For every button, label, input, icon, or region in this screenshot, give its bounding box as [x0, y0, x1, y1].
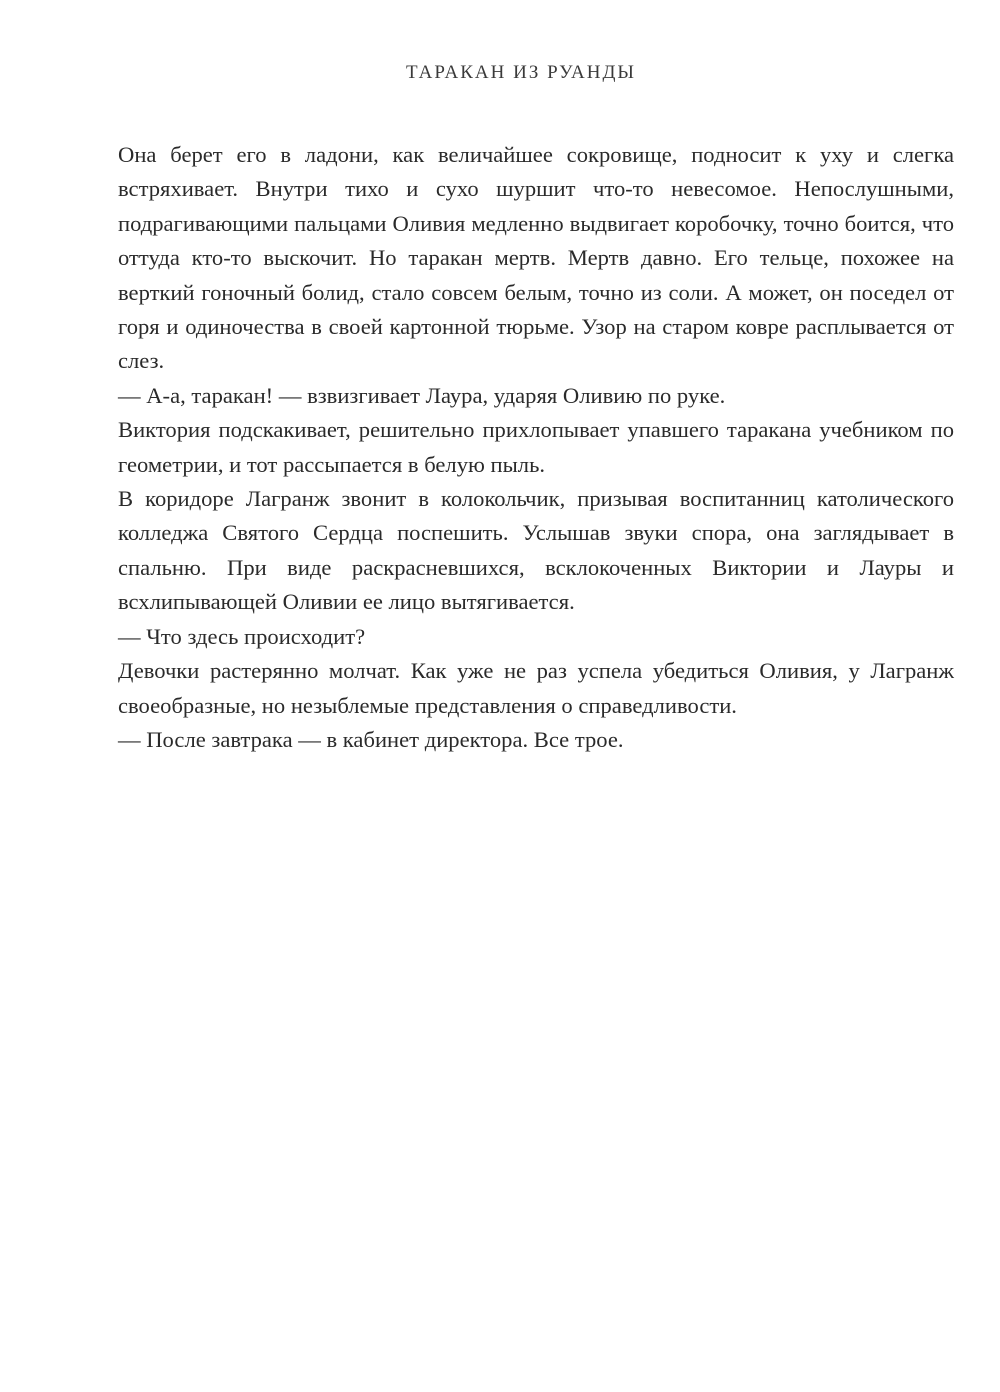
running-head-title: ТАРАКАН ИЗ РУАНДЫ — [406, 62, 636, 83]
running-head — [0, 62, 1000, 84]
paragraph: В коридоре Лагранж звонит в колокольчик, призывая воспитанниц католического колледжа Святого Сердца поспешить. Услышав звуки спора, она заглядывает в спальню. При виде раскрасневшихся, всклокоченных Виктории и Лауры и всхлипывающей Оливии ее лицо вытягивается. — [118, 486, 954, 615]
paragraph: — А-а, таракан! — взвизгивает Лаура, ударяя Оливию по руке. — [118, 382, 726, 408]
paragraph: — Что здесь происходит? — [118, 623, 366, 649]
paragraph: Она берет его в ладони, как величайшее сокровище, подносит к уху и слегка встряхивает. Внутри тихо и сухо шуршит что-то невесомое. Непослушными, подрагивающими пальцами Оливия медленно выдвигает коробочку, точно боится, что оттуда кто-то выскочит. Но таракан мертв. Мертв давно. Его тельце, похожее на верткий гоночный болид, стало совсем белым, точно из соли. А может, он поседел от горя и одиночества в своей картонной тюрьме. Узор на старом ковре расплывается от слез. — [118, 142, 954, 374]
body-text — [118, 138, 954, 757]
paragraph: — После завтрака — в кабинет директора. Все трое. — [118, 726, 624, 752]
paragraph: Виктория подскакивает, решительно прихлопывает упавшего таракана учебником по геометрии, и тот рассыпается в белую пыль. — [118, 417, 954, 477]
paragraph: Девочки растерянно молчат. Как уже не раз успела убедиться Оливия, у Лагранж своеобразные, но незыблемые представления о справедливости. — [118, 658, 954, 718]
